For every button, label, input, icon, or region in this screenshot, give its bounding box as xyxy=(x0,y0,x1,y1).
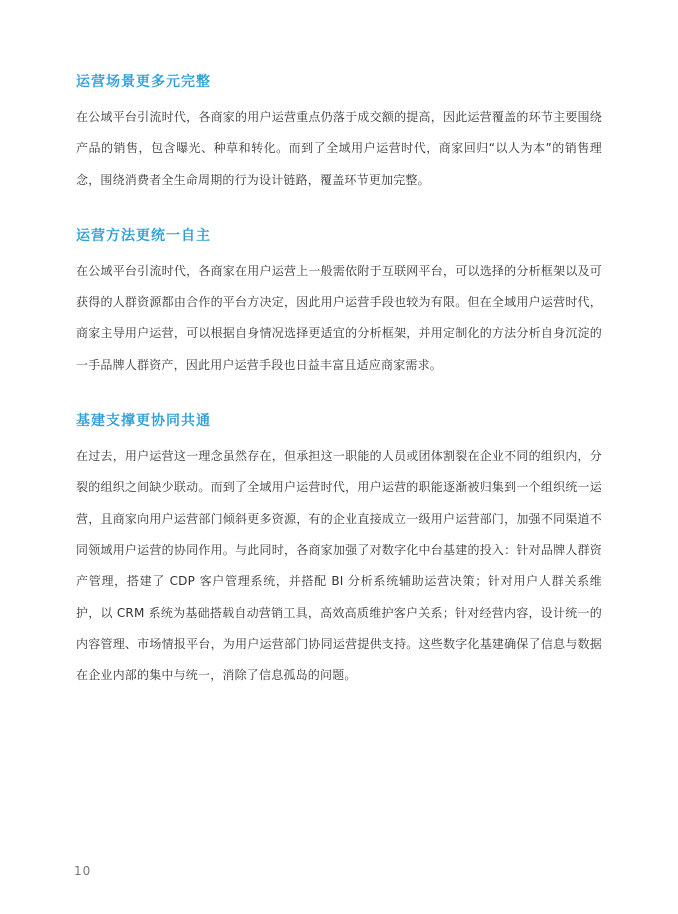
document-page xyxy=(76,72,602,721)
section-title: 运营场景更多元完整 xyxy=(76,74,211,90)
section-operation-scenario xyxy=(76,72,602,196)
page-number: 10 xyxy=(74,864,92,878)
section-title: 基建支撑更协同共通 xyxy=(76,413,211,430)
section-paragraph: 在过去，用户运营这一理念虽然存在，但承担这一职能的人员或团体割裂在企业不同的组织内，分裂的组织之间缺少联动。而到了全域用户运营时代，用户运营的职能逐渐被归集到一个组织统一运营，且商家向用户运营部门倾斜更多资源，有的企业直接成立一级用户运营部门，加强不同渠道不同领域用户运营的协同作用。与此同时，各商家加强了对数字化中台基建的投入：针对品牌人群资产管理，搭建了 CDP 客户管理系统，并搭配 BI 分析系统辅助运营决策；针对用户人群关系维护，以 CRM 系统为基础搭载自动营销工具，高效高质维护客户关系；针对经营内容，设计统一的内容管理、市场情报平台，为用户运营部门协同运营提供支持。这些数字化基建确保了信息与数据在企业内部的集中与统一，消除了信息孤岛的问题。 xyxy=(76,449,602,683)
section-title: 运营方法更统一自主 xyxy=(76,227,211,244)
section-infrastructure xyxy=(76,411,602,691)
section-paragraph: 在公域平台引流时代，各商家在用户运营上一般需依附于互联网平台，可以选择的分析框架以及可获得的人群资源都由合作的平台方决定，因此用户运营手段也较为有限。但在全域用户运营时代，商家主导用户运营，可以根据自身情况选择更适宜的分析框架，并用定制化的方法分析自身沉淀的一手品牌人群资产，因此用户运营手段也日益丰富且适应商家需求。 xyxy=(76,263,602,372)
section-operation-method xyxy=(76,226,602,381)
section-paragraph: 在公域平台引流时代，各商家的用户运营重点仍落于成交额的提高，因此运营覆盖的环节主要围绕产品的销售，包含曝光、种草和转化。而到了全域用户运营时代，商家回归“以人为本”的销售理念，围绕消费者全生命周期的行为设计链路，覆盖环节更加完整。 xyxy=(76,110,602,187)
